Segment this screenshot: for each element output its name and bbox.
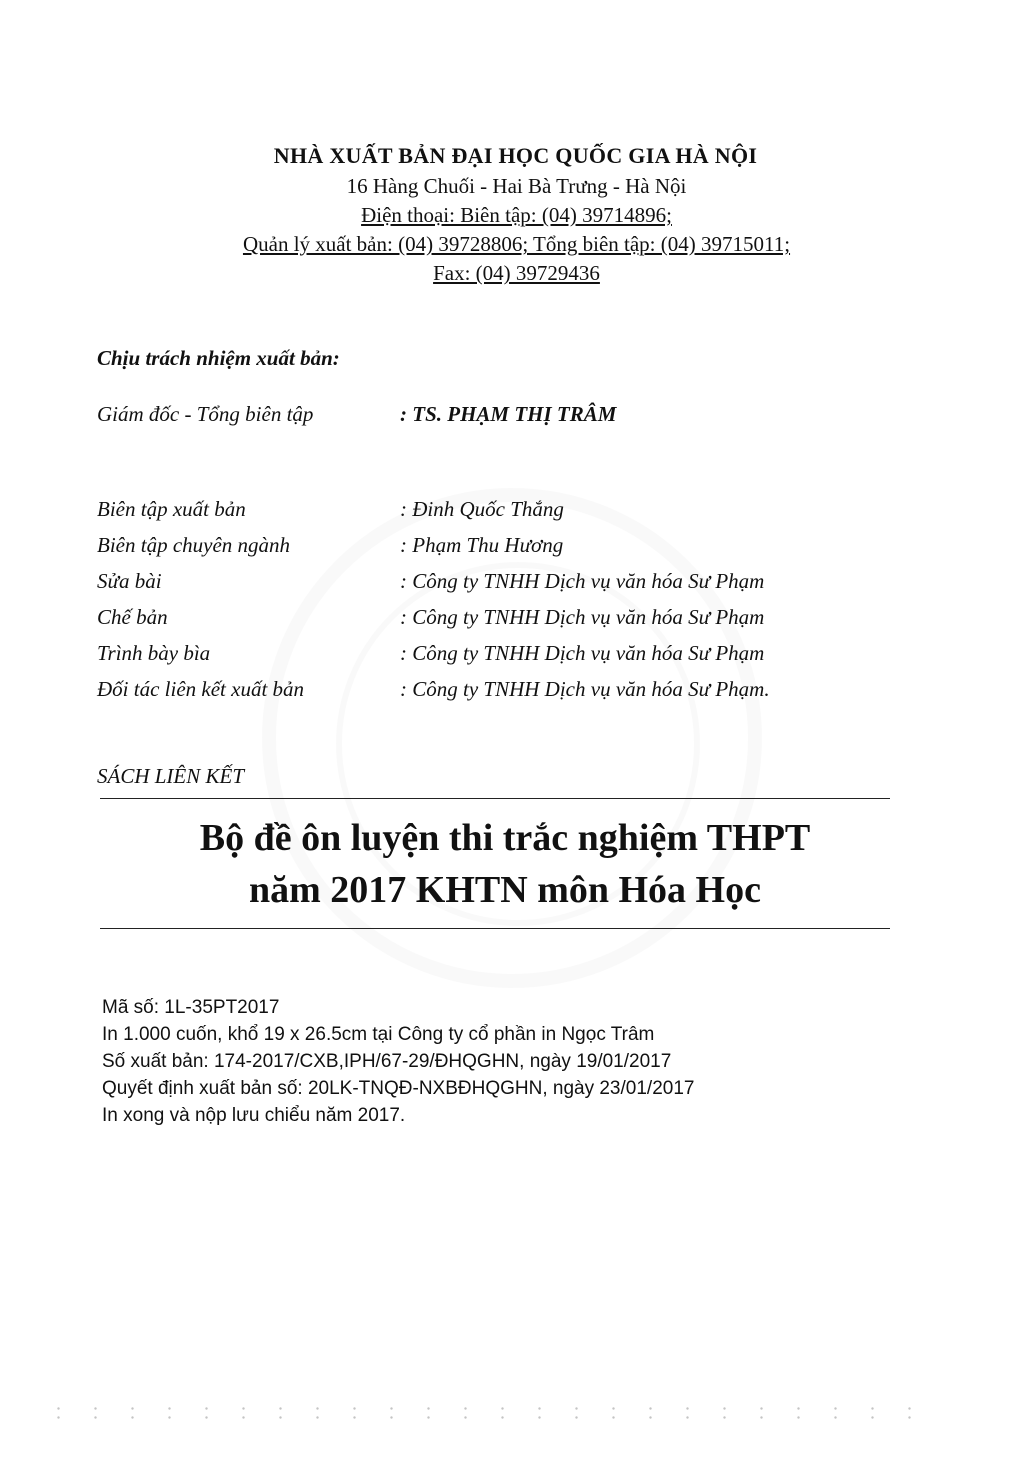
credit-value: : Công ty TNHH Dịch vụ văn hóa Sư Phạm xyxy=(400,569,765,593)
credit-row xyxy=(97,641,857,671)
publisher-name: NHÀ XUẤT BẢN ĐẠI HỌC QUỐC GIA HÀ NỘI xyxy=(273,143,758,168)
print-detail-line: Quyết định xuất bản số: 20LK-TNQĐ-NXBĐHQGHN, ngày 23/01/2017 xyxy=(102,1078,695,1099)
credit-value: : Công ty TNHH Dịch vụ văn hóa Sư Phạm. xyxy=(400,677,770,701)
print-detail-line: Mã số: 1L-35PT2017 xyxy=(102,997,280,1018)
credit-value: : Đinh Quốc Thắng xyxy=(400,497,564,521)
linked-book-label: SÁCH LIÊN KẾT xyxy=(97,764,245,788)
book-title-line-1: Bộ đề ôn luyện thi trắc nghiệm THPT xyxy=(199,817,811,859)
credit-label: Sửa bài xyxy=(97,569,162,593)
credit-row xyxy=(97,605,857,635)
publisher-fax xyxy=(0,259,1033,288)
credit-value: : Công ty TNHH Dịch vụ văn hóa Sư Phạm xyxy=(400,605,765,629)
responsibility-title: Chịu trách nhiệm xuất bản: xyxy=(97,346,340,370)
credit-label: Chế bản xyxy=(97,605,168,629)
credit-row xyxy=(97,677,857,707)
print-detail-line: In 1.000 cuốn, khổ 19 x 26.5cm tại Công ty cổ phần in Ngọc Trâm xyxy=(102,1024,655,1045)
credit-label: Đối tác liên kết xuất bản xyxy=(97,677,305,701)
publisher-fax-text: Fax: (04) 39729436 xyxy=(433,261,600,285)
publisher-management-phone xyxy=(0,230,1033,259)
publisher-management-text: Quản lý xuất bản: (04) 39728806; Tổng biên tập: (04) 39715011; xyxy=(242,232,791,256)
credit-row xyxy=(97,569,857,599)
publisher-address: 16 Hàng Chuối - Hai Bà Trưng - Hà Nội xyxy=(346,174,687,198)
credit-value: : Phạm Thu Hương xyxy=(400,533,564,557)
director-label: Giám đốc - Tổng biên tập xyxy=(97,402,314,426)
print-detail-line: Số xuất bản: 174-2017/CXB,IPH/67-29/ĐHQGHN, ngày 19/01/2017 xyxy=(102,1051,672,1072)
bottom-divider xyxy=(100,928,890,929)
publisher-phone-text: Điện thoại: Biên tập: (04) 39714896; xyxy=(361,203,672,227)
print-detail-line: In xong và nộp lưu chiểu năm 2017. xyxy=(102,1105,406,1126)
print-details xyxy=(102,994,694,1129)
publisher-phone xyxy=(0,201,1033,230)
credit-row xyxy=(97,533,857,563)
book-title xyxy=(100,812,910,916)
director-value: : TS. PHẠM THỊ TRÂM xyxy=(400,402,617,426)
credit-label: Biên tập chuyên ngành xyxy=(97,533,291,557)
credit-label: Trình bày bìa xyxy=(97,641,211,665)
scan-dust-marks xyxy=(40,1404,920,1420)
credit-label: Biên tập xuất bản xyxy=(97,497,246,521)
credit-value: : Công ty TNHH Dịch vụ văn hóa Sư Phạm xyxy=(400,641,765,665)
director-row xyxy=(97,402,857,432)
book-title-line-2: năm 2017 KHTN môn Hóa Học xyxy=(249,869,761,911)
credit-row xyxy=(97,497,857,527)
top-divider xyxy=(100,798,890,799)
publisher-header xyxy=(0,140,1033,288)
